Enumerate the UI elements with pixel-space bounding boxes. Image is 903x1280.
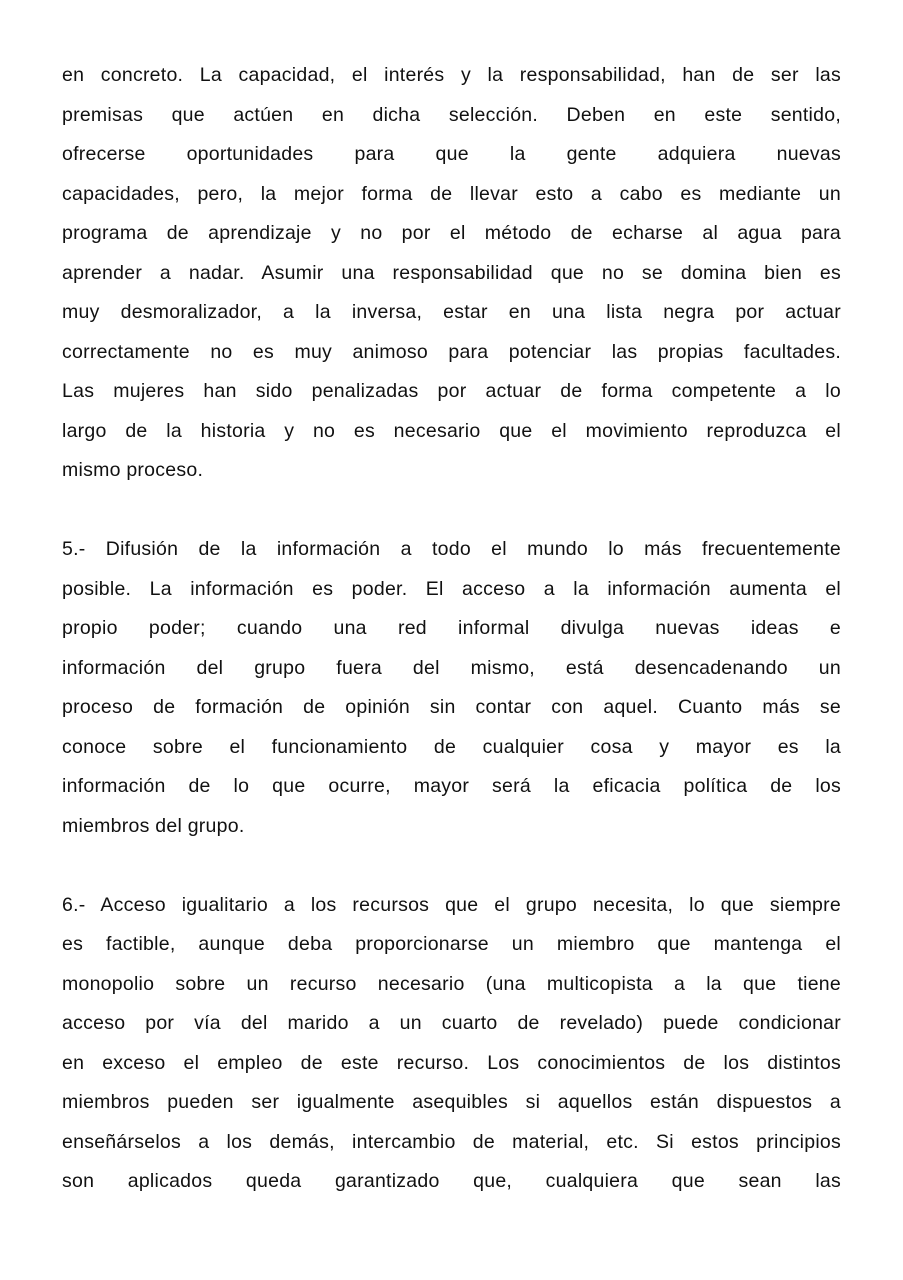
text-line: 6.- Acceso igualitario a los recursos que el grupo necesita, lo que siempre [62, 893, 841, 916]
text-line: miembros del grupo. [62, 814, 245, 837]
text-line: propio poder; cuando una red informal divulga nuevas ideas e [62, 617, 841, 639]
text-line: en exceso el empleo de este recurso. Los conocimientos de los distintos [62, 1051, 841, 1074]
text-line: premisas que actúen en dicha selección. Deben en este sentido, [62, 103, 841, 126]
document-page [62, 61, 841, 1246]
text-line: ofrecerse oportunidades para que la gente adquiera nuevas [62, 143, 841, 165]
paragraph-5 [62, 535, 841, 851]
text-line: muy desmoralizador, a la inversa, estar en una lista negra por actuar [62, 301, 841, 323]
text-line: posible. La información es poder. El acceso a la información aumenta el [62, 577, 841, 600]
text-line: enseñárselos a los demás, intercambio de material, etc. Si estos principios [62, 1130, 841, 1153]
text-line: son aplicados queda garantizado que, cualquiera que sean las [62, 1170, 841, 1192]
text-line: conoce sobre el funcionamiento de cualquier cosa y mayor es la [62, 735, 841, 758]
text-line: información de lo que ocurre, mayor será la eficacia política de los [62, 775, 841, 797]
text-line: programa de aprendizaje y no por el método de echarse al agua para [62, 222, 841, 244]
text-line: monopolio sobre un recurso necesario (una multicopista a la que tiene [62, 972, 841, 995]
text-line: proceso de formación de opinión sin contar con aquel. Cuanto más se [62, 696, 841, 718]
text-line: es factible, aunque deba proporcionarse un miembro que mantenga el [62, 933, 841, 955]
paragraph-6 [62, 891, 841, 1207]
text-line: 5.- Difusión de la información a todo el mundo lo más frecuentemente [62, 538, 841, 560]
text-line: Las mujeres han sido penalizadas por actuar de forma competente a lo [62, 380, 841, 402]
text-line: capacidades, pero, la mejor forma de llevar esto a cabo es mediante un [62, 182, 841, 205]
text-line: mismo proceso. [62, 459, 204, 481]
text-line: acceso por vía del marido a un cuarto de revelado) puede condicionar [62, 1012, 841, 1034]
text-line: largo de la historia y no es necesario que el movimiento reproduzca el [62, 419, 841, 442]
text-line: aprender a nadar. Asumir una responsabilidad que no se domina bien es [62, 261, 841, 284]
text-line: miembros pueden ser igualmente asequibles si aquellos están dispuestos a [62, 1091, 841, 1113]
text-line: información del grupo fuera del mismo, está desencadenando un [62, 656, 841, 679]
paragraph-1 [62, 61, 841, 496]
text-line: correctamente no es muy animoso para potenciar las propias facultades. [62, 340, 841, 363]
text-line: en concreto. La capacidad, el interés y la responsabilidad, han de ser las [62, 64, 841, 86]
